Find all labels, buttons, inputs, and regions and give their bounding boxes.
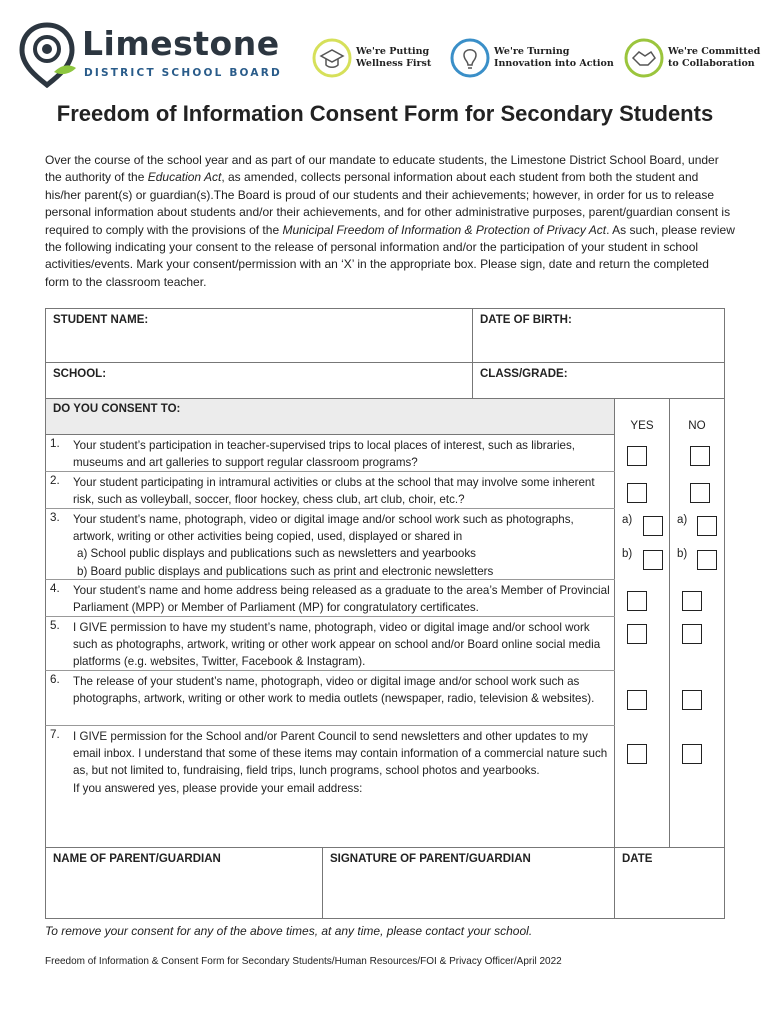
item-3a-yes-checkbox[interactable] — [643, 516, 663, 536]
page-footer: Freedom of Information & Consent Form for Secondary Students/Human Resources/FOI & Privacy Officer/April 2022 — [45, 956, 562, 967]
item-3b-no-checkbox[interactable] — [697, 550, 717, 570]
consent-item-1: 1. Your student’s participation in teacher-supervised trips to local places of interest, such as libraries, museums and art galleries to support regular classroom programs? — [45, 435, 615, 472]
dob-label: DATE OF BIRTH: — [480, 314, 572, 326]
item-3b-no-label: b) — [677, 548, 688, 560]
date-label: DATE — [622, 853, 653, 865]
handshake-icon — [624, 38, 664, 78]
yes-header: YES — [630, 419, 654, 432]
consent-item-5: 5. I GIVE permission to have my student’s name, photograph, video or digital image and/or school work such as photographs, artwork, writing or other work appear on school and/or Board online social media platforms (e.g. websites, Twitter, Facebook & Instagram). — [45, 617, 615, 671]
class-grade-field[interactable] — [472, 362, 725, 399]
parent-name-field[interactable] — [45, 847, 323, 919]
consent-item-7: 7. I GIVE permission for the School and/or Parent Council to send newsletters and other updates to my email inbox. I understand that some of these items may contain information of a commercial nature such as, but not limited to, fundraising, field trips, lunch programs, school photos and yearbooks. If you answered yes, please provide your email address: — [45, 726, 615, 848]
innovation-badge-text: We're Turning Innovation into Action — [494, 46, 614, 69]
consent-heading: DO YOU CONSENT TO: — [53, 403, 181, 415]
school-field[interactable] — [45, 362, 473, 399]
item-4-no-checkbox[interactable] — [682, 591, 702, 611]
consent-item-6: 6. The release of your student’s name, photograph, video or digital image and/or school work such as photographs, artwork, writing or other work to media outlets (newspaper, radio, television & websites). — [45, 671, 615, 726]
item-6-no-checkbox[interactable] — [682, 690, 702, 710]
parent-name-label: NAME OF PARENT/GUARDIAN — [53, 853, 221, 865]
location-pin-logo-icon — [18, 22, 80, 88]
student-name-field[interactable] — [45, 308, 473, 363]
consent-item-3: 3. Your student’s name, photograph, video or digital image and/or school work such as photographs, artwork, writing or other activities being copied, used, displayed or shared in a) School public displays and publications such as newsletters and yearbooks b) Board public displays and publications such as print and electronic newsletters — [45, 509, 615, 580]
item-3b-yes-checkbox[interactable] — [643, 550, 663, 570]
header — [18, 22, 761, 92]
intro-paragraph: Over the course of the school year and as part of our mandate to educate students, the Limestone District School Board, under the authority of the Education Act, as amended, collects personal information about each student from both the student and his/her parent(s) or guardian(s).The Board is proud of our students and their achievements; however, in order for us to release personal information about students and/or their achievements, and for other administrative purposes, parent/guardian consent is required to comply with the provisions of the Municipal Freedom of Information & Protection of Privacy Act. As such, please review the following indicating your consent to the release of personal information and/or the participation of your student in school activities/events. Mark your consent/permission with an ‘X’ in the appropriate box. Please sign, date and return the completed form to the classroom teacher. — [45, 153, 735, 289]
no-header: NO — [688, 419, 706, 432]
parent-signature-label: SIGNATURE OF PARENT/GUARDIAN — [330, 853, 531, 865]
item-4-yes-checkbox[interactable] — [627, 591, 647, 611]
consent-item-4: 4. Your student’s name and home address being released as a graduate to the area’s Member of Provincial Parliament (MPP) or Member of Parliament (MP) for congratulatory certificates. — [45, 580, 615, 617]
logo-name: Limestone — [82, 24, 280, 63]
date-field[interactable] — [614, 847, 725, 919]
item-2-yes-checkbox[interactable] — [627, 483, 647, 503]
consent-item-2: 2. Your student participating in intramural activities or clubs at the school that may involve some inherent risk, such as volleyball, soccer, floor hockey, chess club, art club, choir, etc.? — [45, 472, 615, 509]
item-7-yes-checkbox[interactable] — [627, 744, 647, 764]
board-logo — [18, 22, 288, 88]
class-grade-label: CLASS/GRADE: — [480, 368, 568, 380]
item-1-no-checkbox[interactable] — [690, 446, 710, 466]
school-label: SCHOOL: — [53, 368, 107, 380]
graduation-cap-icon — [312, 38, 352, 78]
lightbulb-icon — [450, 38, 490, 78]
item-3b-yes-label: b) — [622, 548, 633, 560]
parent-signature-field[interactable] — [322, 847, 615, 919]
consent-heading-cell — [45, 398, 615, 435]
item-6-yes-checkbox[interactable] — [627, 690, 647, 710]
item-3a-no-checkbox[interactable] — [697, 516, 717, 536]
item-5-yes-checkbox[interactable] — [627, 624, 647, 644]
logo-subtitle: DISTRICT SCHOOL BOARD — [84, 67, 282, 79]
item-5-no-checkbox[interactable] — [682, 624, 702, 644]
item-2-no-checkbox[interactable] — [690, 483, 710, 503]
page-title: Freedom of Information Consent Form for Secondary Students — [56, 101, 714, 126]
item-3a-no-label: a) — [677, 514, 688, 526]
item-1-yes-checkbox[interactable] — [627, 446, 647, 466]
dob-field[interactable] — [472, 308, 725, 363]
wellness-badge-text: We're Putting Wellness First — [356, 46, 432, 69]
student-name-label: STUDENT NAME: — [53, 314, 149, 326]
item-7-no-checkbox[interactable] — [682, 744, 702, 764]
collaboration-badge-text: We're Committed to Collaboration — [668, 46, 761, 69]
remove-consent-note: To remove your consent for any of the above times, at any time, please contact your school. — [45, 924, 533, 938]
item-3a-yes-label: a) — [622, 514, 633, 526]
